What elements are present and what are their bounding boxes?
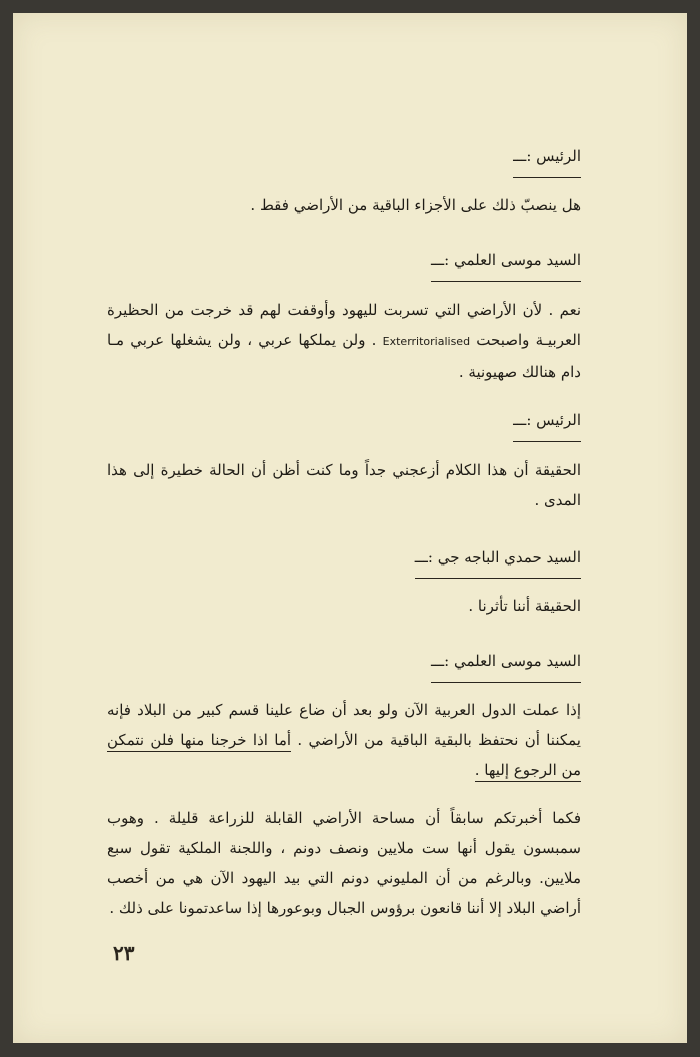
paragraph-4: الحقيقة أننا تأثرنا . [468, 597, 581, 615]
latin-term: Exterritorialised [382, 335, 471, 348]
paragraph-2: نعم . لأن الأراضي التي تسربت لليهود وأوقفت لهم قد خرجت من الحظيرة العربيـة واصبحت Exterritorialised . ولن يملكها عربي ، ولن يشغلها عربي مـا دام هنالك صهيونية . [107, 301, 581, 381]
paragraph-3: الحقيقة أن هذا الكلام أزعجني جداً وما كنت أظن أن الحالة خطيرة إلى هذا المدى . [107, 461, 581, 509]
paragraph-5: إذا عملت الدول العربية الآن ولو بعد أن ضاع علينا قسم كبير من البلاد فإنه يمكننا أن نحتفظ بالبقية الباقية من الأراضي . أما اذا خرجنا منها فلن نتمكن من الرجوع إليها . [107, 695, 581, 785]
paragraph-6: فكما أخبرتكم سابقاً أن مساحة الأراضي القابلة للزراعة قليلة . وهوب سمبسون يقول أنها ست ملايين ونصف دونم ، واللجنة الملكية تقول سبع ملايين. وبالرغم من أن المليوني دونم التي بيد اليهود الآن هي من أخصب أراضي البلاد إلا أننا قانعون برؤوس الجبال وبوعورها إذا ساعدتمونا على ذلك . [107, 809, 581, 917]
speaker-president-2: الرئيس :ـــ [107, 405, 581, 442]
speaker-musa-alami-2: السيد موسى العلمي :ـــ [107, 646, 581, 683]
speaker-hamdi-pachachi: السيد حمدي الباجه جي :ـــ [107, 542, 581, 579]
underlined-sentence: أما اذا خرجنا منها فلن نتمكن من الرجوع إليها . [107, 731, 581, 782]
document-page [13, 13, 687, 1043]
speaker-musa-alami-1: السيد موسى العلمي :ـــ [107, 245, 581, 282]
page-number: ٢٣ [113, 941, 135, 965]
paragraph-1: هل ينصبّ ذلك على الأجزاء الباقية من الأراضي فقط . [250, 196, 581, 214]
speaker-president-1: الرئيس :ـــ [107, 141, 581, 178]
